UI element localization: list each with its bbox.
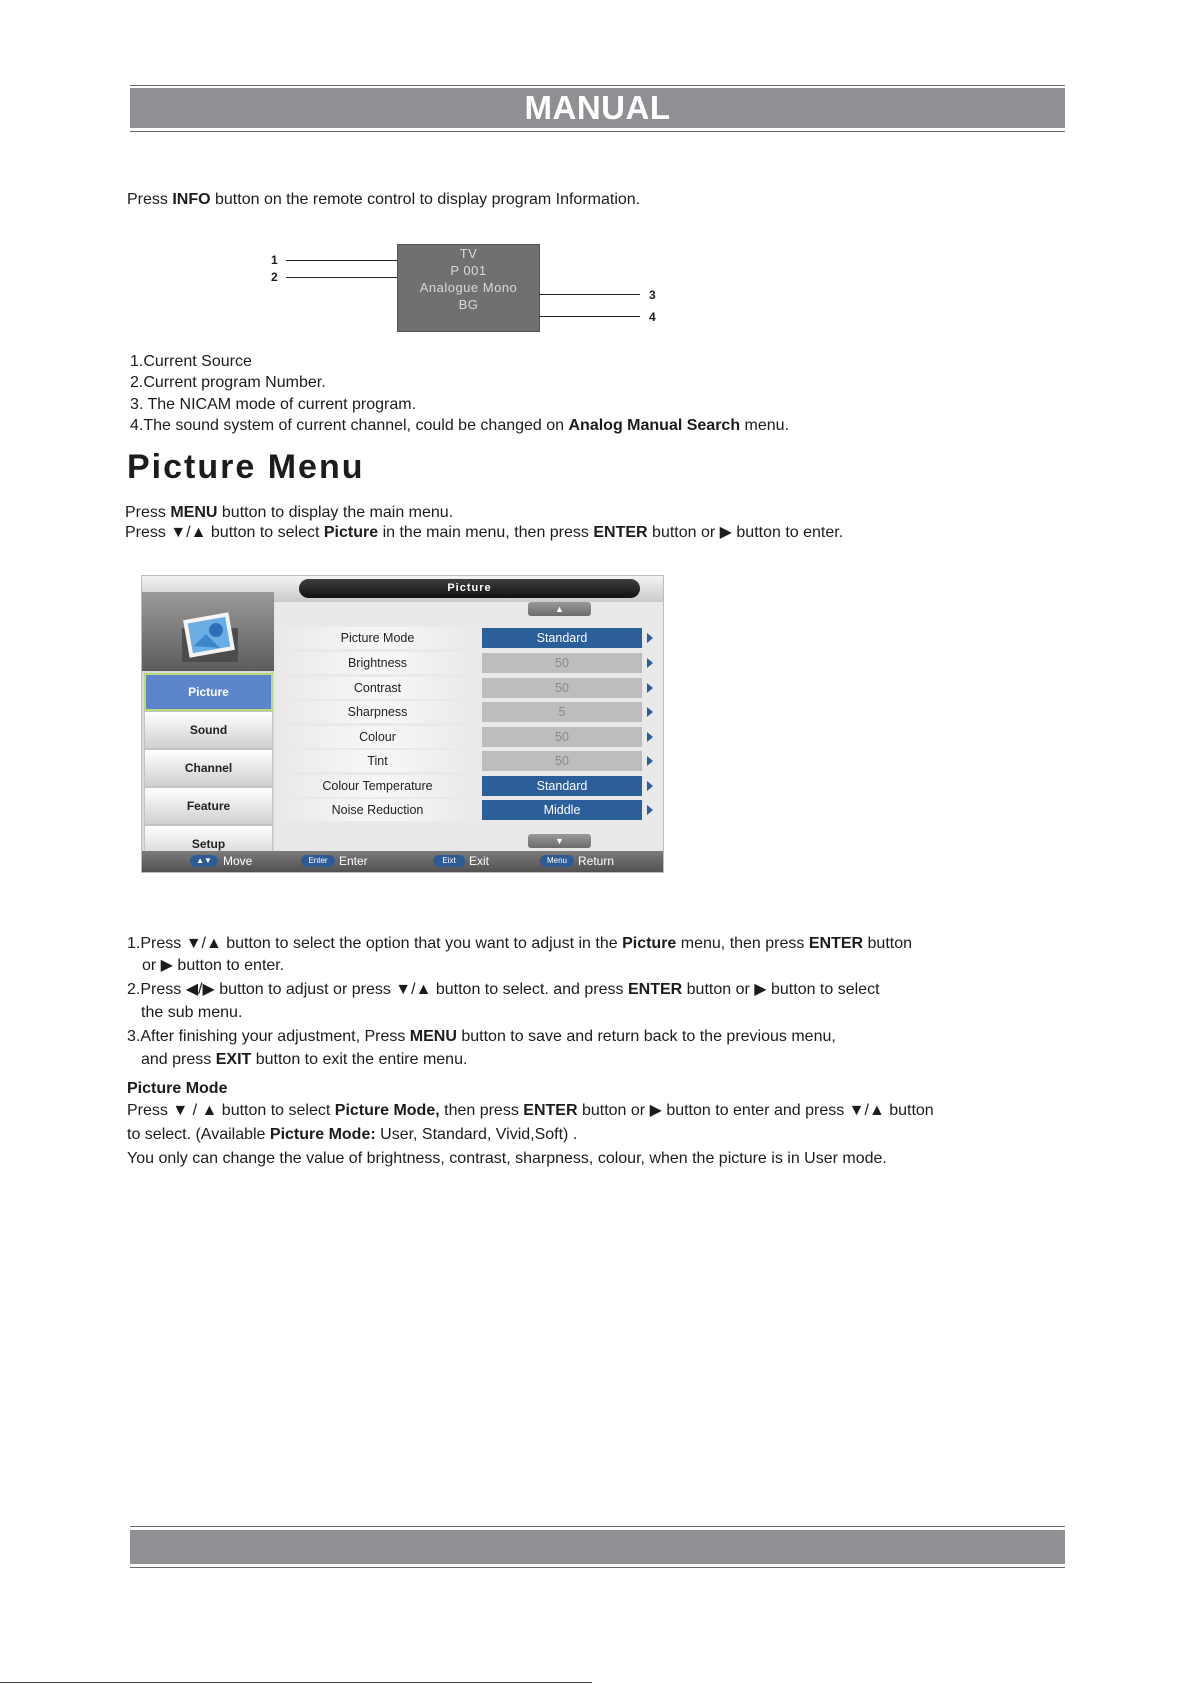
right-arrow-icon <box>647 633 653 643</box>
footer-bottom-rule <box>130 1567 1065 1568</box>
info-list-item-1: 1.Current Source <box>130 353 252 370</box>
info-list-item-3: 3. The NICAM mode of current program. <box>130 396 417 413</box>
callout-2: 2 <box>271 270 278 284</box>
row-value: Standard <box>482 776 642 796</box>
menu-title: Picture <box>299 579 640 598</box>
section-heading: Picture Menu <box>127 448 365 486</box>
right-arrow-icon <box>647 805 653 815</box>
scroll-down-button[interactable]: ▼ <box>528 834 591 848</box>
row-label: Brightness <box>275 652 480 674</box>
menu-row-contrast[interactable] <box>275 676 663 700</box>
exit-key-icon: Eixt <box>433 855 465 867</box>
row-value: 50 <box>482 727 642 747</box>
scroll-up-button[interactable]: ▲ <box>528 602 591 616</box>
menu-row-sharpness[interactable] <box>275 700 663 724</box>
info-source: TV <box>459 246 478 261</box>
hint-move: Move <box>223 854 253 868</box>
program-info-box <box>397 244 540 332</box>
menu-row-picture-mode[interactable] <box>275 626 663 650</box>
info-nicam-mode: Analogue Mono <box>419 280 518 295</box>
callout-4: 4 <box>649 310 656 324</box>
row-label: Noise Reduction <box>275 799 480 821</box>
info-list-item-2: 2.Current program Number. <box>130 374 326 391</box>
row-value: Middle <box>482 800 642 820</box>
leader-line-4 <box>539 316 640 317</box>
right-arrow-icon <box>647 732 653 742</box>
instruction-step-3: 3.After finishing your adjustment, Press MENU button to save and return back to the previous menu, <box>127 1028 836 1045</box>
instruction-step-3-cont: and press EXIT button to exit the entire menu. <box>141 1051 468 1068</box>
row-value: 50 <box>482 751 642 771</box>
picture-mode-line-1: Press ▼ / ▲ button to select Picture Mode, then press ENTER button or ▶ button to enter and press ▼/▲ button <box>127 1102 934 1119</box>
menu-row-brightness[interactable] <box>275 651 663 675</box>
page-edge-line <box>0 1682 592 1683</box>
menu-row-colour[interactable] <box>275 725 663 749</box>
row-value: 5 <box>482 702 642 722</box>
right-arrow-icon <box>647 658 653 668</box>
info-sound-system: BG <box>458 297 479 312</box>
sidebar-item-setup[interactable]: Setup <box>144 825 273 863</box>
picture-category-panel <box>142 592 274 671</box>
row-label: Picture Mode <box>275 627 480 649</box>
row-value: Standard <box>482 628 642 648</box>
instruction-step-1: 1.Press ▼/▲ button to select the option that you want to adjust in the Picture menu, then press ENTER button <box>127 935 913 952</box>
row-value: 50 <box>482 653 642 673</box>
menu-intro-line-1: Press MENU button to display the main menu. <box>125 504 454 521</box>
menu-key-icon: Menu <box>540 855 574 867</box>
hint-exit: Exit <box>469 854 490 868</box>
picture-icon <box>142 592 274 671</box>
info-list-item-4: 4.The sound system of current channel, could be changed on Analog Manual Search menu. <box>130 417 790 434</box>
sidebar-item-channel[interactable]: Channel <box>144 749 273 787</box>
picture-mode-heading: Picture Mode <box>127 1080 228 1097</box>
instruction-step-1-cont: or ▶ button to enter. <box>142 957 285 974</box>
row-label: Contrast <box>275 677 480 699</box>
menu-row-tint[interactable] <box>275 749 663 773</box>
info-program-number: P 001 <box>450 263 487 278</box>
leader-line-3 <box>539 294 640 295</box>
row-label: Tint <box>275 750 480 772</box>
page-header-title: MANUAL <box>524 89 671 126</box>
menu-row-colour-temperature[interactable] <box>275 774 663 798</box>
enter-key-icon: Enter <box>301 855 335 867</box>
leader-line-1 <box>286 260 397 261</box>
right-arrow-icon <box>647 756 653 766</box>
callout-1: 1 <box>271 253 278 267</box>
row-label: Sharpness <box>275 701 480 723</box>
hint-enter: Enter <box>339 854 368 868</box>
row-value: 50 <box>482 678 642 698</box>
right-arrow-icon <box>647 707 653 717</box>
sidebar-item-picture[interactable]: Picture <box>144 673 273 711</box>
row-label: Colour <box>275 726 480 748</box>
right-arrow-icon <box>647 683 653 693</box>
hint-return: Return <box>578 854 615 868</box>
menu-intro-line-2: Press ▼/▲ button to select Picture in the main menu, then press ENTER button or ▶ button to enter. <box>125 524 844 541</box>
right-arrow-icon <box>647 781 653 791</box>
callout-3: 3 <box>649 288 656 302</box>
menu-sidebar <box>142 671 274 851</box>
picture-mode-line-2: to select. (Available Picture Mode: User, Standard, Vivid,Soft) . <box>127 1126 578 1143</box>
menu-row-noise-reduction[interactable] <box>275 798 663 822</box>
menu-content <box>275 602 663 851</box>
move-key-icon: ▲▼ <box>190 855 218 867</box>
leader-line-2 <box>286 277 397 278</box>
menu-hint-bar <box>142 851 663 872</box>
sidebar-item-feature[interactable]: Feature <box>144 787 273 825</box>
tv-picture-menu <box>141 575 664 873</box>
footer-top-rule <box>130 1526 1065 1527</box>
instruction-step-2-cont: the sub menu. <box>141 1004 243 1021</box>
instruction-step-2: 2.Press ◀/▶ button to adjust or press ▼/▲ button to select. and press ENTER button or ▶ button to select <box>127 981 880 998</box>
sidebar-item-sound[interactable]: Sound <box>144 711 273 749</box>
info-intro: Press INFO button on the remote control to display program Information. <box>127 191 641 208</box>
picture-mode-line-3: You only can change the value of brightness, contrast, sharpness, colour, when the picture is in User mode. <box>127 1150 887 1167</box>
row-label: Colour Temperature <box>275 775 480 797</box>
footer-band <box>130 1530 1065 1564</box>
header-bottom-rule <box>130 131 1065 132</box>
